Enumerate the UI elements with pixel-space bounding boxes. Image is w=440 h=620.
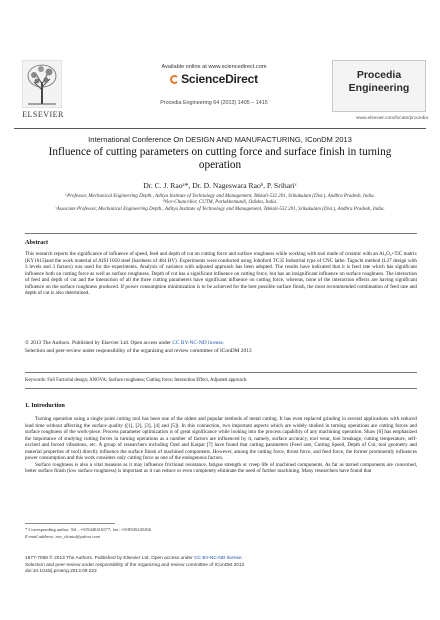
page-footer <box>25 556 417 576</box>
sciencedirect-logo <box>114 72 314 86</box>
conference-name: International Conference On DESIGN AND MANUFACTURING, IConDM 2013 <box>88 135 352 144</box>
journal-header <box>14 60 426 130</box>
sciencedirect-swirl-icon <box>170 75 179 84</box>
introduction-paragraph-1: Turning operation using a single point cutting tool has been one of the oldest and popular methods of metal cutting. It has even replaced grinding in several applications with reduced lead time without affecting the surface quality ([1], [2], [3], [4] and [5]). In this connection, two important aspects which are widely studied in turning operations are cutting forces and surface roughness of the work-piece. Process parameter optimization is of great significance while looking into the process capability of any machining operation. Shaw [6] has emphasized the importance of studying cutting forces in turning operations as a number of factors are influenced by it, namely, surface accuracy, tool wear, tool breakage, cutting temperature, self-excited and forced vibrations, etc. A group of researchers including Ozel and Karpat [7] have found that cutting parameters (Feed rate, Cutting Speed, Depth of Cut, tool geometry and material properties of tool) directly influence the surface finish of machined components. However, among the cutting force, thrust force, and feed force, the former prominently influences power consumption and this work considers only cutting force as one of the endogenous factors. <box>25 416 417 461</box>
available-online-text: Available online at www.sciencedirect.com <box>161 64 267 70</box>
elsevier-wordmark: ELSEVIER <box>22 110 64 119</box>
footer-license-line <box>25 556 417 563</box>
copyright-text: © 2013 The Authors. Published by Elsevier Ltd. <box>25 340 130 346</box>
author-list: Dr. C. J. Raoᵃ*, Dr. D. Nageswara Raoᵇ, P. Srihariᶜ <box>143 181 297 190</box>
elsevier-logo <box>16 60 68 122</box>
abstract-top-rule <box>25 233 417 234</box>
introduction-heading: 1. Introduction <box>25 402 65 409</box>
open-access-text: Open access under <box>130 340 171 346</box>
platform-header <box>114 64 314 106</box>
copyright-line <box>25 340 417 347</box>
introduction-paragraph-2: Surface roughness is also a vital measure as it may influence frictional resistance, fatigue strength or creep life of machined components. As far as turned components are concerned, better surface finish (low surface roughness) is important as it can reduce or even completely eliminate the need of further machining. Many researchers have found that <box>25 461 417 474</box>
elsevier-tree-icon <box>22 60 62 108</box>
journal-url-link[interactable]: www.elsevier.com/locate/procedia <box>356 116 428 121</box>
keywords-bottom-rule <box>25 388 417 389</box>
header-divider <box>14 128 426 129</box>
affiliation-a: ᵃProfessor, Mechanical Engineering Depth., Aditya Institute of Technology and Management, Tekkali-532 201, Srikakulam (Dist.), Andhra Pradesh, India. <box>65 194 375 199</box>
footnote-rule <box>25 523 115 524</box>
journal-name-line1: Procedia <box>356 69 402 81</box>
abstract-heading: Abstract <box>25 239 49 246</box>
sciencedirect-label: ScienceDirect <box>181 72 258 86</box>
procedia-engineering-logo <box>332 60 426 112</box>
article-title: Influence of cutting parameters on cutting force and surface finish in turning operation <box>48 146 392 171</box>
affiliation-c: ᶜAssociate Professor, Mechanical Engineering Depth., Aditya Institute of Technology and Management, Tekkali-532 201, Srikakulam (Dist.), Andhra Pradesh, India. <box>55 206 385 212</box>
corresponding-email: E-mail address: rao_chintu@yahoo.com <box>25 534 100 539</box>
footer-doi[interactable]: doi:10.1016/j.proeng.2013.09.222 <box>25 569 97 575</box>
footer-peer-review: Selection and peer-review under responsibility of the organizing and review committee of IConDM 2013 <box>25 562 245 568</box>
keywords: Keywords: Full Factorial design; ANOVA; Surface roughness; Cutting force; Interaction Effect, Adjusted approach. <box>25 378 248 383</box>
footer-copyright: 1877-7058 © 2013 The Authors. Published by Elsevier Ltd. Open access under <box>25 556 193 561</box>
footer-license-link[interactable]: CC BY-NC-ND license. <box>194 556 243 561</box>
corresponding-author-note: * Corresponding author. Tel.: +919440416577; fax: +918945245266 <box>25 527 151 532</box>
license-link[interactable]: CC BY-NC-ND license. <box>172 340 225 346</box>
journal-name-line2: Engineering <box>348 82 410 94</box>
keywords-rule <box>25 372 417 373</box>
affiliations <box>40 194 400 213</box>
affiliation-b: ᵇVice-Chancellor, CUTM, Parlakhemundi, Odisha, India. <box>162 200 278 206</box>
peer-review-statement: Selection and peer-review under responsibility of the organizing and review committee of IConDM 2013 <box>25 348 252 354</box>
abstract-body <box>25 251 417 297</box>
abstract-text: This research reports the significance of influence of speed, feed and depth of cut on cutting force and surface roughness while working with tool made of ceramic with an Al₂O₃+TiC matrix (KY1615)and the work material of AISI 1050 steel (hardness of 484 HV). Experiments were conducted using Johnford TC35 Industrial type of CNC lathe. Taguchi method (L27 design with 3 levels and 3 factors) was used for the experiments. Analysis of variance with adjusted approach has been adopted. The results have indicated that it is feed rate which has significant influence both on cutting force as well as surface roughness. Depth of cut has a significant influence on cutting force, but has an insignificant influence on surface roughness. The interaction of feed and depth of cut and the interaction of all the three cutting parameters have significant influence on cutting force, whereas, none of the interaction effects are having significant influence on the surface roughness produced. If power consumption minimization is to be achieved for the best possible surface finish, the most recommended combination of feed rate and depth of cut is also determined. <box>25 251 417 296</box>
journal-reference: Procedia Engineering 64 (2013) 1405 – 1415 <box>160 100 268 106</box>
introduction-body <box>25 416 417 475</box>
